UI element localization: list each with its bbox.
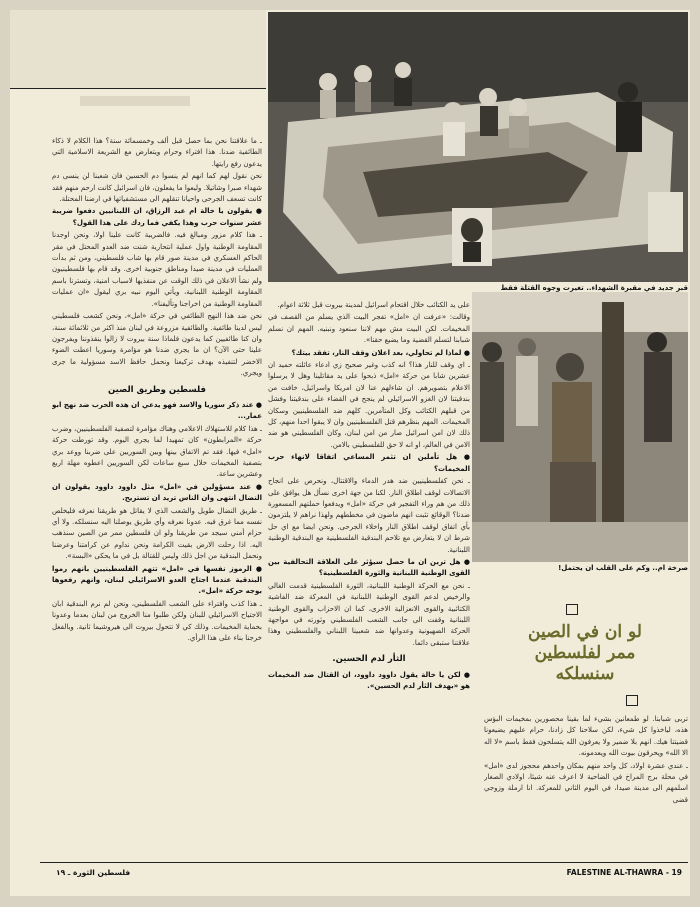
faded-header-band <box>10 10 266 88</box>
decorative-box <box>566 604 578 615</box>
paragraph: ـ طريق النضال طويل والشعب الذي لا يقاتل هو طريقنا نعرفه فليخلص نفسه مما غرق فيه. عدونا نعرفه وأي طريق يوصلنا اليه سنسلكه. ولا أي حزام أمني سيجد من طريقنا ولو ان فلسطين ممر من الصين سنذهب اليه. اذا رحلت الارض بقيت الكرامة ونحن نداوم عن كرامتنا وعرضنا ونحمل البندقية من اجل ذلك وليس للقتالة بل في ما يحكى «البسة». <box>52 506 262 561</box>
interview-question: ● لماذا لم تحاولي، بعد اعلان وقف النار، تفقد بيتك؟ <box>291 348 470 357</box>
cemetery-photo-image <box>268 12 688 282</box>
interview-question: ● عند مسؤولين في «امل» مثل داوود داوود يقولون ان النضال انتهى وان الناس تريد ان تستريح. <box>52 482 262 503</box>
paragraph: تربى شبابنا. لو طمعانين بشيء لما بقينا محصورين بمخيمات البؤس هذه، لياخذوا كل شيء، لكن سلاحنا كل زادنا، حرام عليهم يضيعونا قضيتنا هيك. انهم بلا ضمير ولا يعرفون الله يتسلحون فقط باسم «لا اله الا الله» ويحرقون بيوت الله ويعدمونه. <box>484 715 688 758</box>
decorative-box <box>626 695 638 706</box>
footer-page-label-latin: FALESTINE AL-THAWRA - 19 <box>566 868 682 877</box>
interview-question: ● عند ذكر سوريا والاسد فهو يدعي ان هذه الحرب ضد نهج ابو عمار... <box>52 400 262 421</box>
paragraph: نحن نقول لهم كما انهم لم ينسوا دم الحسين فان شعبنا لن ينسى دم شهداء صبرا وشاتيلا. وليعوا ما يفعلون، فان اسرائيل كانت ارحم منهم فقد كانت تسعف الجرحى واحيانا تنقلهم الى مستشفياتها في ارضنا المحتلة. <box>52 172 262 204</box>
paragraph: ـ نحن كفلسطينيين ضد هدر الدماء والاقتتال، ونحرص على انجاح الاتصالات لوقف اطلاق النار. لكنا من جهة اخرى نسأل هل يوافق على ذلك من هم وراء التفجير في حركة «امل» ويدفعوا حملتهم المسعورة ضدنا؟ الوقائع تثبت انهم ماضون في مخططهم ولهذا نراهم لا يلتزمون بأي اتفاق لوقف اطلاق النار واخلاء الجرحى. ونحن ايضا مع اي حل شرط ان لا يتعارض مع تلاحم البندقية الفلسطينية مع البندقية الوطنية اللبنانية. <box>268 477 470 554</box>
footer-rule <box>40 862 688 863</box>
article-column-middle <box>268 300 470 856</box>
interview-question: ● لكن يا خالة يقول داوود داوود، ان القتال ضد المخيمات هو «بهدف الثأر لدم الحسين». <box>268 670 470 690</box>
top-photo-caption: قبر جديد في مقبرة الشهداء.. تغيرت وجوه القتلة فقط <box>500 284 688 292</box>
paragraph: على يد الكتائب خلال اقتحام اسرائيل لمدينة بيروت قبل ثلاثة اعوام. <box>277 301 470 309</box>
paragraph: وقالت: «عرفت ان «امل» تفجر البيت الذي يسلم من القصف في المخيمات. لكن البيت مش مهم لاننا سنعود ونبنيه. المهم ان نسلم شبابنا لتسلم القضية وما يضيع حقنا». <box>268 313 470 345</box>
cemetery-photo <box>268 12 688 282</box>
mother-photo <box>472 292 688 562</box>
article-column-left <box>52 136 262 856</box>
paragraph: ـ هذا كلام مزور ومبالغ فيه. فالضريبة كانت علينا اولا، ونحن اوجدنا المقاومة الوطنية واول عملية انتحارية شنت ضد العدو المحتل في مقر الحاكم العسكري في مدينة صور قام بها شاب فلسطيني، ومن ثم بدأت العمليات في مدينة صيدا ومناطق جنوبية اخرى. وقد قام بها فلسطينيون ولم نشأ الاعلان في ذلك الوقت عن منفذيها لاسباب امنية، وتسترنا باسم المقاومة الوطنية اللبنانية، ويأتي اليوم نبيه بري ليقول «ان عمليات المقاومة الوطنية من اخراجنا وتأليفنا». <box>52 231 262 308</box>
subheading: فلسطين وطريق الصين <box>107 384 207 395</box>
paragraph: ـ هذا كذب وافتراء على الشعب الفلسطيني، ونحن لم نرم البندقية ابان الاجتياح الاسرائيلي للبنان ولكن طلبوا منا الخروج من لبنان بعدما وعدونا بحماية المخيمات. وذلك كي لا تتحول بيروت الى هيروشيما ثانية. وبالفعل خرجنا بناء على هذا الرأي. <box>52 599 262 643</box>
headline-line: سنسلكه <box>555 664 615 684</box>
headline <box>490 622 680 685</box>
mother-photo-image <box>472 292 688 562</box>
interview-question: ● هل تأملين ان تثمر المساعي اتفاقا لانهاء حرب المخيمات؟ <box>268 453 470 473</box>
magazine-page <box>10 10 690 896</box>
paragraph: ـ نحن مع الحركة الوطنية اللبنانية، الثورة الفلسطينية قدمت الغالي والرخيص لدعم القوى الوطنية اللبنانية في المعركة ضد الفاشية الكتائبية والقوى الانعزالية الاخرى، كما ان الاحزاب والقوى الوطنية اللبنانية وقفت الى جانب الشعب الفلسطيني وثورته في مواجهة الحركة الصهيونية وعدوانها ضد شعبينا اللبناني والفلسطيني وهذا علاقتنا ستبقى دائما. <box>268 581 470 647</box>
paragraph: ـ هذا كلام للاستهلاك الاعلامي وهناك مؤامرة لتصفية الفلسطينيين، وضرب حركة «المرابطون» كان تمهيدا لما يجري اليوم. وقد تورطت حركة «امل» فيها. فقد تم الاتفاق بينها وبين السوريين على ضربنا ووعد بري بتصفية المخيمات خلال سبع ساعات لكن السوريين اعطوه مهلة اربع وعشرين ساعة. <box>52 424 262 479</box>
footer-page-label-arabic: فلسطين الثورة ـ ١٩ <box>56 868 131 877</box>
subheading: الثأر لدم الحسين. <box>332 654 406 665</box>
interview-question: ● يقولون يا خالة ام عبد الرزاق، ان اللبنانيين دفعوا ضريبة عشر سنوات حرب وهذا يكفي فما ردك على هذا القول؟ <box>52 207 262 227</box>
paragraph: ـ اي وقف للنار هذا؟ انه كذب وغير صحيح زي ادعاء عائلته حميد ان عشرين شابا من حركة «امل» ذبحوا على يد مقاتلينا وهل لا يرسلوا الاعلام بتصويرهم. ان شاءلهم عنا لان امريكا واسرائيل، خافت من بندقيتنا لان الغزو الاسرائيلي لم ينجح في القضاء على بندقيتنا وفشل من قبلهم الكتائب وكل المتآمرين. كلهم ضد الفلسطينيين وسكان المخيمات. المهم بنظرهم قتل الفلسطينيين وان لا يبقوا احدا منهم، كل ذلك لان امن اسرائيل صار من امن لبنان، وكان الفلسطيني هو ضد الامن في العالم، او انه لا حق للفلسطيني بالامن. <box>268 361 470 449</box>
headline-line: ممر لفلسطين <box>534 643 636 663</box>
headline-line: لو ان في الصين <box>528 622 642 642</box>
header-rule <box>10 88 266 89</box>
interview-question: ● الرموز نفسها في «امل» تتهم الفلسطينيين بانهم رموا البندقية عندما اجتاح العدو الاسرائيلي لبنان، وانهم رفعوها بوجه حركة «امل». <box>52 564 262 596</box>
faded-header-mark <box>80 96 190 106</box>
paragraph: ـ عندي عشرة اولاد، كل واحد منهم بمكان واحدهم محجوز لدى «امل» في محلة برج المراخ في الضاحية لا اعرف عنه شيئا، اولادي الصغار اسلمهم الى مدينة صيدا، في اليوم الثاني للمعركة. انا ارملة وزوجي قضى <box>484 761 688 804</box>
bottom-photo-caption: صرخة ام.. وكم على القلب ان يحتمل! <box>558 564 688 572</box>
interview-question: ● هل ترين ان ما حصل سيؤثر على العلاقة التحالفية بين القوى الوطنية اللبنانية والثورة الفلسطينية؟ <box>268 557 470 578</box>
article-column-right <box>484 714 688 860</box>
paragraph: نحن ضد هذا النهج الطائفي في حركة «امل»، ونحن كشعب فلسطيني ليس لدينا طائفية. والطائفية مزروعة في لبنان منذ اكثر من ثلاثمائة سنة، وان كنا طائفيين كما يدعون فلماذا سنة بيروت لا زالوا ينقذوننا ويفرجون علينا حتى الآن؟ ان ما يجري ضدنا هو مؤامرة وسوريا اعطت الضوء الاخضر لتنفيذه بهدف تركيعنا ونحمل حافظ الاسد مسؤولية ما جرى ويجري. <box>52 312 262 378</box>
paragraph: ـ ما علاقتنا نحن بما حصل قبل ألف وخمسمائة سنة؟ هذا الكلام لا ذكاء الطائفية ضدنا. هذا افتراء وحرام ويتعارض مع الشريعة الاسلامية التي يدعون رفع رايتها. <box>52 137 262 168</box>
